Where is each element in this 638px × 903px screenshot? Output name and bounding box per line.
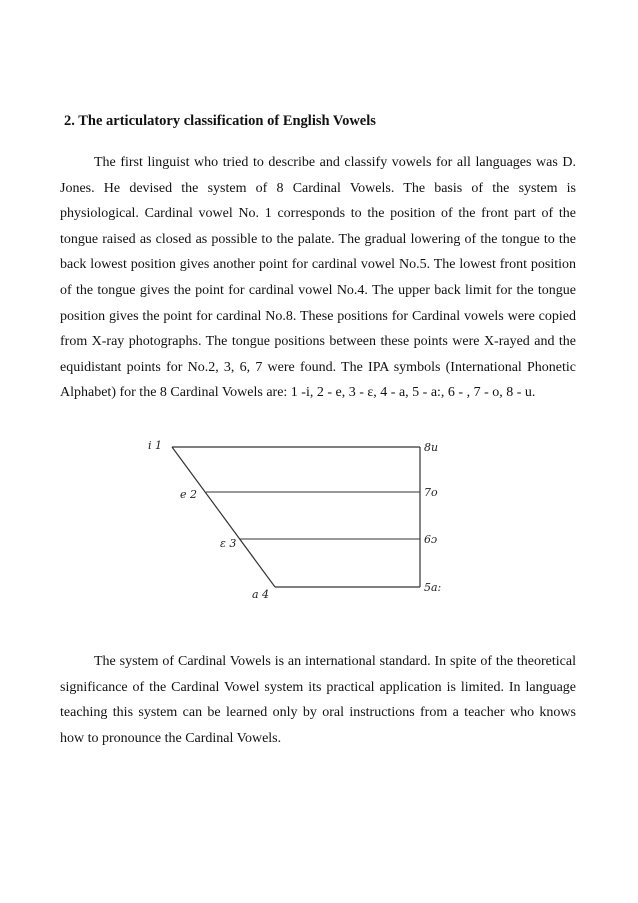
label-vowel-3: ε 3 bbox=[220, 537, 237, 550]
paragraph-cardinal-vowels-intro: The first linguist who tried to describe and classify vowels for all languages was D. Jones. He devised the system of 8 Cardinal Vowels. The basis of the system is physiological. Cardinal vowel No. 1 corresponds to the position of the front part of the tongue raised as closed as possible to the palate. The gradual lowering of the tongue to the back lowest position gives another point for cardinal vowel No.5. The lowest front position of the tongue gives the point for cardinal vowel No.4. The upper back limit for the tongue position gives the point for cardinal No.8. These positions for Cardinal vowels were copied from X-ray photographs. The tongue positions between these points were X-rayed and the equidistant points for No.2, 3, 6, 7 were found. The IPA symbols (International Phonetic Alphabet) for the 8 Cardinal Vowels are: 1 -i, 2 - e, 3 - ε, 4 - a, 5 - a:, 6 - , 7 - o, 8 - u. bbox=[60, 155, 576, 401]
label-vowel-4: a 4 bbox=[252, 588, 270, 601]
paragraph-cardinal-vowels-standard: The system of Cardinal Vowels is an international standard. In spite of the theoretical significance of the Cardinal Vowel system its practical application is limited. In language teaching this system can be learned only by oral instructions from a teacher who knows how to pronounce the Cardinal Vowels. bbox=[60, 654, 576, 746]
label-vowel-2: e 2 bbox=[180, 488, 198, 501]
diagram-front-slope bbox=[172, 447, 275, 587]
label-vowel-1: i 1 bbox=[148, 439, 163, 452]
label-vowel-6: 6ɔ bbox=[424, 533, 438, 546]
cardinal-vowel-diagram bbox=[120, 435, 480, 610]
label-vowel-8: 8u bbox=[424, 441, 439, 454]
label-vowel-5: 5a: bbox=[424, 581, 442, 594]
label-vowel-7: 7o bbox=[424, 486, 438, 499]
section-heading: 2. The articulatory classification of English Vowels bbox=[64, 113, 376, 129]
